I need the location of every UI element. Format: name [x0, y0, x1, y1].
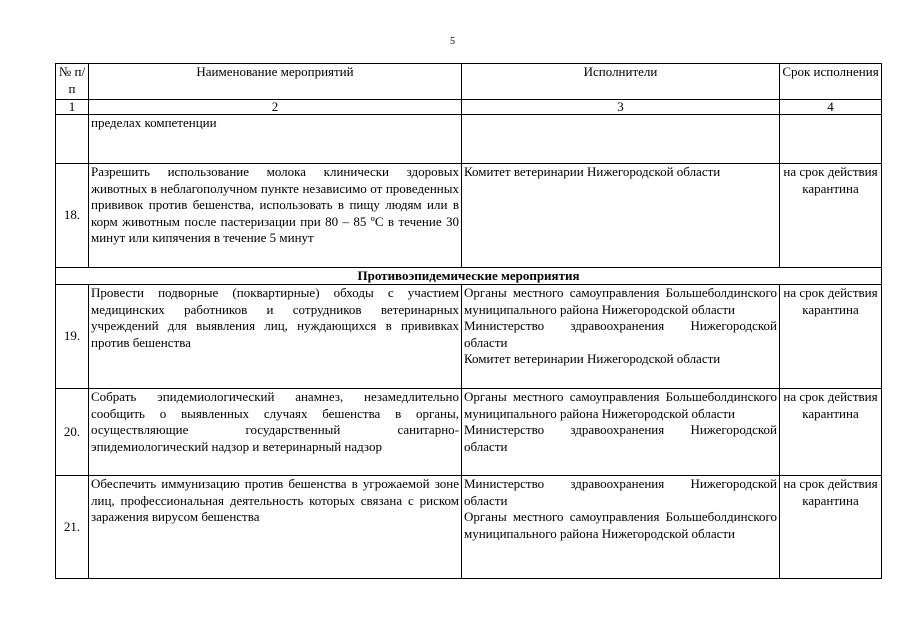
row-executors	[462, 389, 780, 476]
row-term: на срок действия карантина	[780, 389, 882, 476]
page-number: 5	[450, 36, 455, 47]
row-num	[56, 115, 89, 164]
row-executors	[462, 115, 780, 164]
executor: Министерство здравоохранения Нижегородской области	[464, 476, 777, 508]
executor: Комитет ветеринарии Нижегородской области	[464, 351, 721, 366]
row-name: Разрешить использование молока клинически здоровых животных в неблагополучном пункте независимо от проведенных прививок против бешенства, использовать в пищу людям или в корм животным после пастеризации при 80 – 85 ºС в течение 30 минут или кипячения в течение 5 минут	[89, 164, 462, 268]
table-row	[56, 285, 882, 389]
table-row	[56, 476, 882, 579]
row-name: пределах компетенции	[89, 115, 462, 164]
measures-table	[55, 63, 882, 579]
column-number: 1	[56, 100, 89, 115]
row-num: 21.	[56, 476, 89, 579]
table-row	[56, 389, 882, 476]
column-numbers-row	[56, 100, 882, 115]
row-term	[780, 115, 882, 164]
table-row	[56, 164, 882, 268]
column-number: 2	[89, 100, 462, 115]
row-name: Собрать эпидемиологический анамнез, незамедлительно сообщить о выявленных случаях бешенства в органы, осуществляющие государственный санитарно-эпидемиологический надзор и ветеринарный надзор	[89, 389, 462, 476]
table-header-row	[56, 64, 882, 100]
column-number: 3	[462, 100, 780, 115]
header-term: Срок исполнения	[780, 64, 882, 100]
executor: Органы местного самоуправления Большеболдинского муниципального района Нижегородской области	[464, 509, 777, 541]
row-term: на срок действия карантина	[780, 285, 882, 389]
row-term: на срок действия карантина	[780, 164, 882, 268]
header-executors: Исполнители	[462, 64, 780, 100]
executor: Министерство здравоохранения Нижегородской области	[464, 318, 777, 350]
executor: Комитет ветеринарии Нижегородской области	[464, 164, 721, 179]
executor: Органы местного самоуправления Большеболдинского муниципального района Нижегородской области	[464, 285, 777, 317]
row-num: 18.	[56, 164, 89, 268]
header-num: № п/п	[56, 64, 89, 100]
row-executors	[462, 285, 780, 389]
row-name: Обеспечить иммунизацию против бешенства в угрожаемой зоне лиц, профессиональная деятельность которых связана с риском заражения вирусом бешенства	[89, 476, 462, 579]
row-name: Провести подворные (поквартирные) обходы с участием медицинских работников и сотрудников ветеринарных учреждений для выявления лиц, нуждающихся в прививках против бешенства	[89, 285, 462, 389]
row-num: 19.	[56, 285, 89, 389]
row-term: на срок действия карантина	[780, 476, 882, 579]
section-heading-row	[56, 268, 882, 285]
header-name: Наименование мероприятий	[89, 64, 462, 100]
section-title: Противоэпидемические мероприятия	[56, 268, 882, 285]
column-number: 4	[780, 100, 882, 115]
row-num: 20.	[56, 389, 89, 476]
executor: Министерство здравоохранения Нижегородской области	[464, 422, 777, 454]
row-executors	[462, 476, 780, 579]
table-row	[56, 115, 882, 164]
row-executors	[462, 164, 780, 268]
executor: Органы местного самоуправления Большеболдинского муниципального района Нижегородской области	[464, 389, 777, 421]
